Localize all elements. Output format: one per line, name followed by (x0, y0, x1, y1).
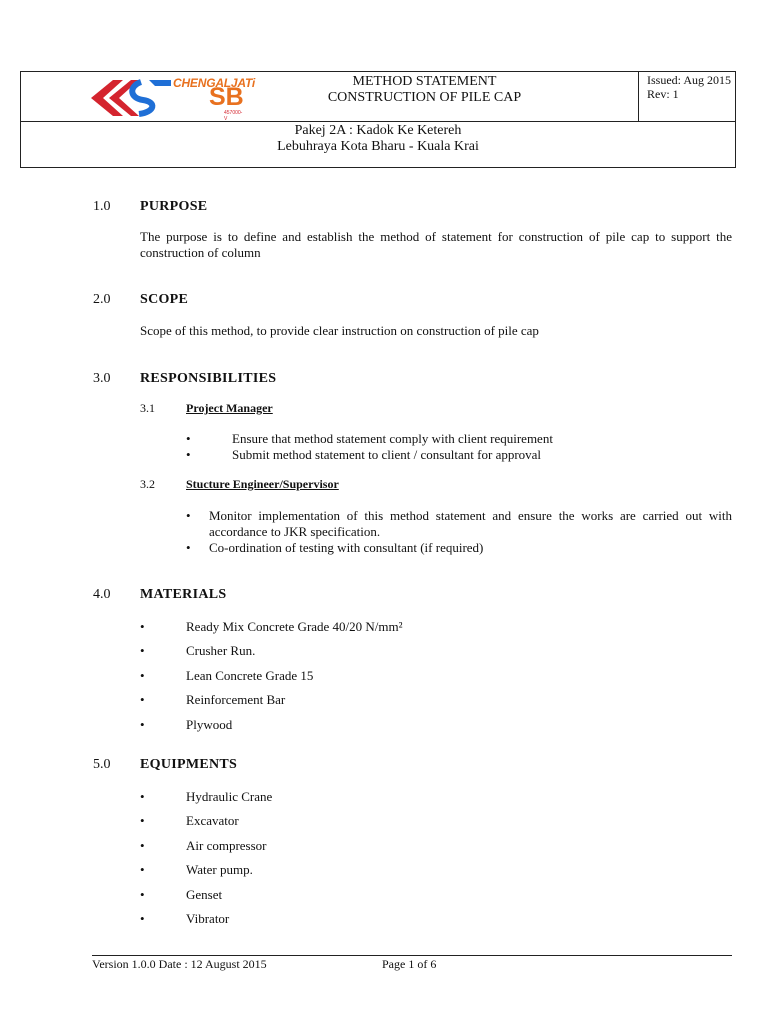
company-logo (21, 72, 256, 122)
section-title-responsibilities: RESPONSIBILITIES (140, 371, 277, 386)
document-title-line1: METHOD STATEMENT (352, 74, 497, 89)
subsection-title-project-manager: Project Manager (186, 401, 273, 415)
section-title-equipments: EQUIPMENTS (140, 757, 238, 772)
document-page: CHENGALJATi SB 457000-V METHOD STATEMENT CONSTRUCTION OF PILE CAP Issued: Aug 2015 Rev: 1 Pakej 2A : Kadok Ke Ketereh Lebuhraya Kota Bharu - Kuala Krai 1.0 PURPOSE The purpose is to define and establish the method of statement for construction of pile cap to support the construction of column 2.0 SCOPE Scope of this method, to provide clear instruction on construction of pile cap 3.0 RESPONSIBILITIES 3.1 Project Manager • Ensure that method statement comply with client requirement • Submit method statement to client / consultant for approval 3.2 Stucture Engineer/Supervisor • Monitor implementation of this method statement and ensure the works are carried out with accordance to JKR specification. • Co-ordination of testing with consultant (if required) 4.0 MATERIALS • Ready Mix Concrete Grade 40/20 N/mm² • Crusher Run. • Lean Concrete Grade 15 • Reinforcement Bar • Plywood 5.0 EQUIPMENTS • Hydraulic Crane • Excavator • Air compressor • Water pump. • Genset • Vibrator Version 1.0.0 Date : 12 August 2015 Page 1 of 6 (0, 0, 768, 1024)
project-line2: Lebuhraya Kota Bharu - Kuala Krai (277, 139, 479, 154)
footer-page-number: Page 1 of 6 (382, 957, 437, 971)
list-item: • Monitor implementation of this method statement and ensure the works are carried out with accordance to JKR specification. (186, 508, 732, 539)
bullet-icon: • (186, 431, 191, 446)
document-title-line2: CONSTRUCTION OF PILE CAP (327, 90, 522, 105)
issue-info (639, 72, 735, 121)
scope-text: Scope of this method, to provide clear instruction on construction of pile cap (140, 323, 539, 338)
section-number-equipments: 5.0 (93, 757, 111, 772)
section-number-responsibilities: 3.0 (93, 371, 111, 386)
footer-version: Version 1.0.0 Date : 12 August 2015 (92, 957, 267, 971)
footer-divider (92, 955, 732, 956)
subsection-number-project-manager: 3.1 (140, 401, 155, 415)
logo-company-suffix: SB (209, 83, 244, 111)
section-number-purpose: 1.0 (93, 199, 111, 214)
bullet-icon: • (140, 911, 145, 926)
bullet-icon: • (140, 692, 145, 707)
subsection-number-structure-engineer: 3.2 (140, 477, 155, 491)
bullet-icon: • (186, 447, 191, 462)
section-number-materials: 4.0 (93, 587, 111, 602)
header-row-project (21, 122, 735, 167)
bullet-icon: • (186, 508, 191, 523)
header-row-title (21, 72, 735, 122)
subsection-title-structure-engineer: Stucture Engineer/Supervisor (186, 477, 339, 491)
header-table (20, 71, 736, 168)
issued-date: Issued: Aug 2015 (647, 73, 731, 87)
purpose-text: The purpose is to define and establish the method of statement for construction of pile cap to support the construction of column (140, 229, 732, 260)
section-number-scope: 2.0 (93, 292, 111, 307)
logo-company-name: CHENGALJATi (173, 76, 256, 90)
bullet-icon: • (140, 668, 145, 683)
logo-registration: 457000-V (224, 110, 243, 122)
revision-number: Rev: 1 (647, 87, 679, 101)
bullet-icon: • (140, 887, 145, 902)
section-title-scope: SCOPE (140, 292, 189, 307)
logo-chevron-icon (89, 76, 175, 118)
project-line1: Pakej 2A : Kadok Ke Ketereh (294, 123, 462, 138)
bullet-icon: • (140, 862, 145, 877)
bullet-icon: • (140, 717, 145, 732)
bullet-icon: • (140, 789, 145, 804)
bullet-icon: • (140, 813, 145, 828)
section-title-materials: MATERIALS (140, 587, 227, 602)
section-title-purpose: PURPOSE (140, 199, 208, 214)
bullet-icon: • (140, 619, 145, 634)
bullet-icon: • (140, 838, 145, 853)
document-title (211, 72, 639, 121)
bullet-icon: • (140, 643, 145, 658)
bullet-icon: • (186, 540, 191, 555)
